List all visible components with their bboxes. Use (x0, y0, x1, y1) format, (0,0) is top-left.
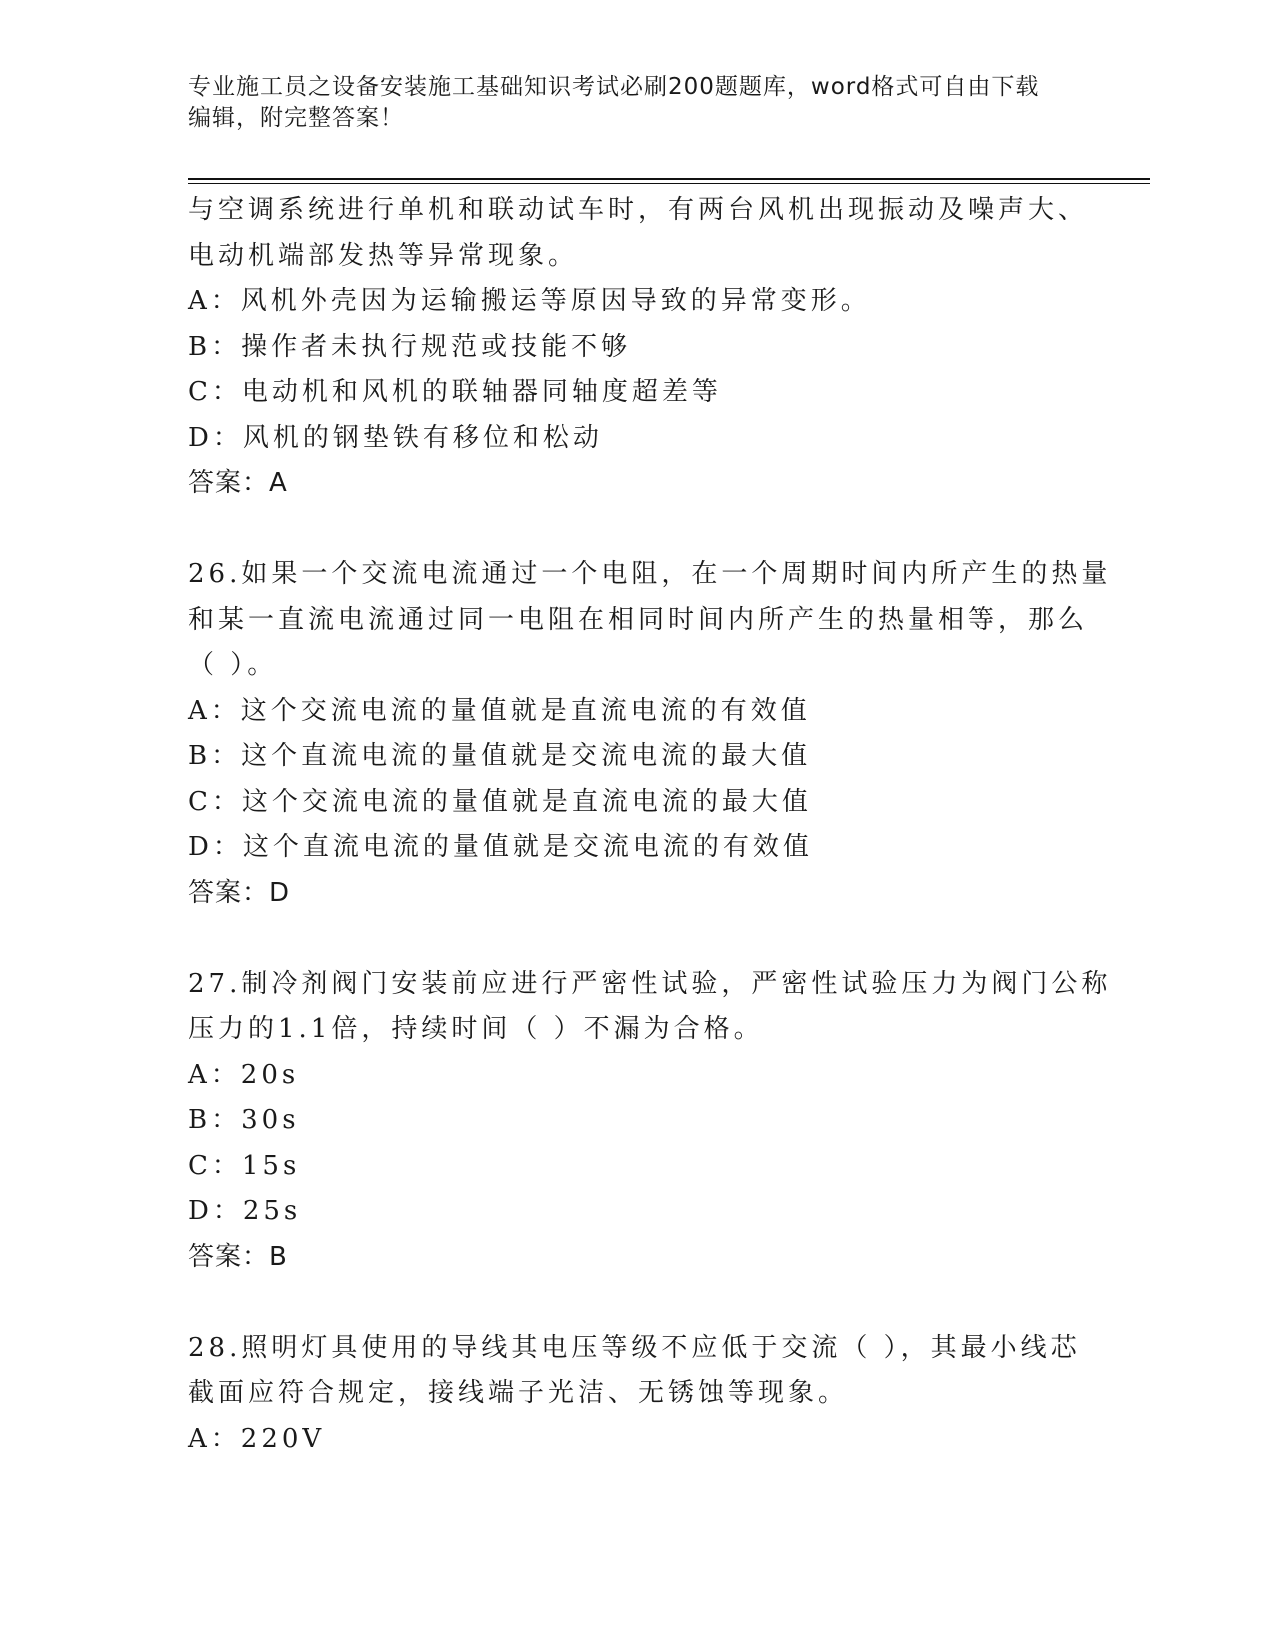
option-c: C：15s (188, 1150, 301, 1181)
option-c: C：这个交流电流的量值就是直流电流的最大值 (188, 786, 812, 817)
page-header (188, 72, 1078, 134)
option-a: A：风机外壳因为运输搬运等原因导致的异常变形。 (188, 286, 871, 316)
question-stem-line: 27.制冷剂阀门安装前应进行严密性试验，严密性试验压力为阀门公称 (188, 968, 1112, 999)
question-stem-line: 电动机端部发热等异常现象。 (188, 240, 579, 271)
question-stem-line: 截面应符合规定，接线端子光洁、无锈蚀等现象。 (188, 1378, 849, 1408)
answer-line: 答案：B (188, 1241, 288, 1272)
spacer (188, 507, 1088, 553)
option-a: A：这个交流电流的量值就是直流电流的有效值 (188, 695, 811, 726)
question-stem-line: 压力的1.1倍，持续时间（ ）不漏为合格。 (188, 1014, 764, 1044)
option-a: A：220V (188, 1423, 326, 1454)
question-25 (188, 188, 1088, 507)
spacer (188, 916, 1088, 962)
option-b: B：这个直流电流的量值就是交流电流的最大值 (188, 741, 812, 771)
option-b: B：30s (188, 1105, 300, 1135)
option-c: C：电动机和风机的联轴器同轴度超差等 (188, 377, 722, 407)
question-stem-line: 26.如果一个交流电流通过一个电阻，在一个周期时间内所产生的热量 (188, 559, 1112, 589)
question-stem-line: 和某一直流电流通过同一电阻在相同时间内所产生的热量相等，那么 (188, 604, 1089, 635)
question-stem-line: 与空调系统进行单机和联动试车时，有两台风机出现振动及噪声大、 (188, 195, 1089, 225)
option-d: D：这个直流电流的量值就是交流电流的有效值 (188, 832, 813, 862)
question-list (188, 188, 1112, 1462)
header-title-line-1: 专业施工员之设备安装施工基础知识考试必刷200题题库，word格式可自由下载 (188, 74, 1040, 100)
option-b: B：操作者未执行规范或技能不够 (188, 331, 632, 362)
option-a: A：20s (188, 1059, 300, 1090)
header-title-line-2: 编辑，附完整答案！ (188, 105, 404, 131)
header-rule-thick (188, 178, 1150, 180)
header-rule-thin (188, 183, 1150, 184)
answer-line: 答案：D (188, 877, 291, 908)
question-26 (188, 552, 1112, 916)
spacer (188, 1280, 1088, 1326)
question-stem-line: （ ）。 (188, 650, 278, 680)
question-27 (188, 962, 1112, 1281)
question-28 (188, 1326, 1088, 1463)
answer-line: 答案：A (188, 468, 288, 498)
option-d: D：25s (188, 1196, 302, 1226)
question-stem-line: 28.照明灯具使用的导线其电压等级不应低于交流（ ），其最小线芯 (188, 1332, 1081, 1363)
option-d: D：风机的钢垫铁有移位和松动 (188, 422, 603, 453)
